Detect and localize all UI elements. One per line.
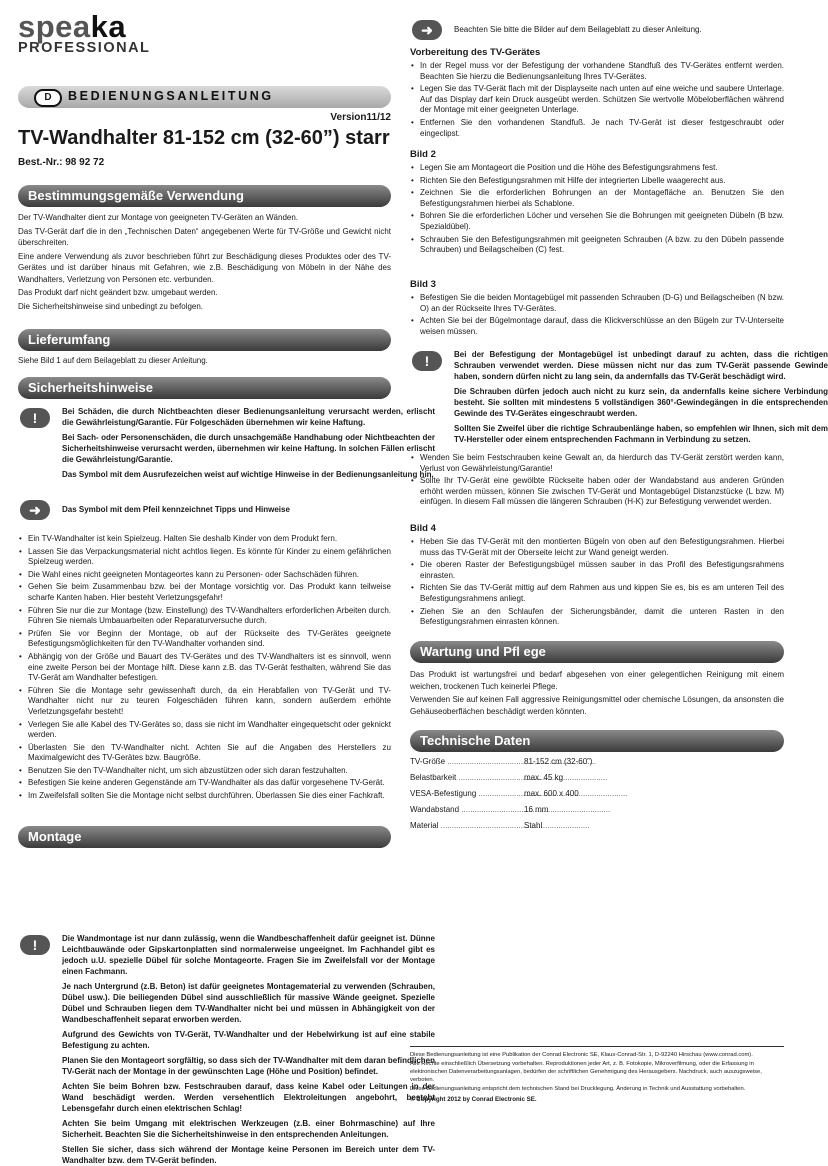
table-row [410,754,784,770]
order-number: Best.-Nr.: 98 92 72 [18,157,105,168]
arrow-right-icon: ➜ [20,500,50,520]
note-text: Achten Sie beim Umgang mit elektrischen Werkzeugen (z.B. einer Bohrmaschine) auf Ihre Sicherheit. Beachten Sie die Sicherheitshinweise in den entsprechenden Anleitungen. [62,1119,435,1139]
list-item: • Heben Sie das TV-Gerät mit den montierten Bügeln von oben auf den Befestigungsrahmen. Hierbei muss das TV-Gerät mit der Oberseite leicht zur Wand geneigt werden. [410,537,784,558]
imprint-line: Diese Bedienungsanleitung entspricht dem technischen Stand bei Drucklegung. Änderung in Technik und Ausstattung vorbehalten. [410,1086,746,1092]
list-item: • Ein TV-Wandhalter ist kein Spielzeug. Halten Sie deshalb Kinder von dem Produkt fern. [18,534,391,545]
note-text: Bei Schäden, die durch Nichtbeachten dieser Bedienungsanleitung verursacht werden, erlischt die Gewährleistung/Garantie. Für Folgeschäden übernehmen wir keine Haftung. [62,407,435,427]
subheading: Bild 2 [410,149,436,160]
list-item: • Ziehen Sie an den Schlaufen der Sicherungsbänder, damit die unteren Rasten in den Befestigungsrahmen einrasten können. [410,607,784,628]
section-heading-bestimmung: Bestimmungsgemäße Verwendung [18,185,391,207]
manual-title-bar [18,86,391,108]
tip-text: Das Symbol mit dem Pfeil kennzeichnet Tipps und Hinweise [62,505,290,514]
list-item: • Die oberen Raster der Befestigungsbügel müssen sauber in das Profil des Befestigungsrahmens einrasten. [410,560,784,581]
paragraph: Das Produkt darf nicht geändert bzw. umgebaut werden. [18,288,218,297]
list-item: • Sollte Ihr TV-Gerät eine gewölbte Rückseite haben oder der Wandabstand aus anderen Gründen erhöht werden müssen, können Sie zwischen TV-Gerät und Montagebügel Distanzstücke (L bzw. M) einfügen. In diesem Fall müssen die längeren Schrauben (H-K) zur Befestigung verwendet werden. [410,476,784,508]
list-item: • Verlegen Sie alle Kabel des TV-Gerätes so, dass sie nicht im Wandhalter eingequetscht oder geknickt werden. [18,720,391,741]
paragraph: Das Produkt ist wartungsfrei und bedarf abgesehen von einer gelegentlichen Reinigung mit einem weichen, trockenen Tuch keinerlei Pflege. [410,670,784,691]
table-row [410,818,784,834]
logo-wordmark: speaka [18,9,127,44]
note-text: Bei der Befestigung der Montagebügel ist unbedingt darauf zu achten, dass die richtigen Schrauben verwendet werden. Diese müssen nicht nur das zum TV-Gerät passende Gewinde haben, sondern dürfen nicht zu lang sein, da andernfalls das TV-Gerät beschädigt wird. [454,350,828,381]
list-item: • Legen Sie das TV-Gerät flach mit der Displayseite nach unten auf eine weiche und saubere Unterlage. Auf das Display darf kein Druck ausgeübt werden. Schützen Sie wertvolle Möbeloberflächen während der Montage mit einer geeigneten Unterlage. [410,84,784,116]
tip-text: Beachten Sie bitte die Bilder auf dem Beilageblatt zu dieser Anleitung. [454,25,702,34]
note-text: Aufgrund des Gewichts von TV-Gerät, TV-Wandhalter und der Hebelwirkung ist auf eine stabile Befestigung zu achten. [62,1030,435,1050]
table-row [410,802,784,818]
copyright: © Copyright 2012 by Conrad Electronic SE. [410,1096,537,1103]
spec-label: Wandabstand ..... [410,802,524,818]
section-heading-montage: Montage [18,826,391,848]
list-item: • Die Wahl eines nicht geeigneten Montageortes kann zu Personen- oder Sachschäden führen. [18,570,391,581]
list-item: • Entfernen Sie den vorhandenen Standfuß. Je nach TV-Gerät ist dieser festgeschraubt oder eingeclipst. [410,118,784,139]
note-text: Bei Sach- oder Personenschäden, die durch unsachgemäße Handhabung oder Nichtbeachten der Sicherheitshinweise verursacht werden, übernehmen wir keine Haftung. In solchen Fällen erlischt die Gewährleistung/Garantie. [62,433,435,464]
bild4-section [410,523,784,630]
subheading: Bild 4 [410,523,436,534]
version-label: Version11/12 [330,112,391,123]
sicherheit-list [18,534,391,804]
manual-title: BEDIENUNGSANLEITUNG [68,89,274,103]
list-item: • Abhängig von der Größe und Bauart des TV-Gerätes und des TV-Wandhalters ist es sinnvoll, wenn eine zweite Person bei der Montage hilft. Diese kann z.B. das TV-Gerät festhalten, während Sie das TV-Gerät am Wandhalter befestigen. [18,652,391,684]
sicherheit-warning-note [18,406,435,480]
list-item: • Führen Sie nur die zur Montage (bzw. Einstellung) des TV-Wandhalters erforderlichen Arbeiten durch. Führen Sie niemals Umbauarbeiten oder Reparaturversuche durch. [18,606,391,627]
note-text: Sollten Sie Zweifel über die richtige Schraubenlänge haben, so empfehlen wir Ihnen, sich mit dem TV-Hersteller oder einem entsprechenden Fachmann in Verbindung zu setzen. [454,424,828,444]
list-item: • Im Zweifelsfall sollten Sie die Montage nicht selbst durchführen. Überlassen Sie dies einer Fachkraft. [18,791,391,802]
subheading: Bild 3 [410,279,436,290]
spec-value: 16 mm [524,805,549,814]
wartung-body [410,669,784,719]
arrow-right-icon: ➜ [412,20,442,40]
list-item: • Befestigen Sie keine anderen Gegenstände am TV-Wandhalter als das dafür vorgesehene TV-Gerät. [18,778,391,789]
spec-value: Stahl [524,821,543,830]
list-item: • Bohren Sie die erforderlichen Löcher und versehen Sie die Bohrungen mit geeigneten Dübeln (B bzw. Spezialdübel). [410,211,784,232]
list-item: • Befestigen Sie die beiden Montagebügel mit passenden Schrauben (D-G) und Beilagscheiben (N bzw. O) an der Rückseite Ihres TV-Gerätes. [410,293,784,314]
list-item: • Richten Sie das TV-Gerät mittig auf dem Rahmen aus und kippen Sie es, bis es am unteren Teil des Befestigungsrahmens anliegt. [410,583,784,604]
paragraph: Der TV-Wandhalter dient zur Montage von geeigneten TV-Geräten an Wänden. [18,213,299,222]
logo [18,9,168,56]
spec-label: TV-Größe ..... [410,754,524,770]
right-column [410,0,828,830]
imprint-line: Diese Bedienungsanleitung ist eine Publikation der Conrad Electronic SE, Klaus-Conrad-Str. 1, D-92240 Hirschau (www.conrad.com). [410,1052,753,1058]
bild3-section [410,279,784,339]
table-row [410,770,784,786]
montage-warning-note [18,933,435,1166]
list-item: • Prüfen Sie vor Beginn der Montage, ob auf der Rückseite des TV-Gerätes geeignete Befestigungsmöglichkeiten für den TV-Wandhalter vorhanden sind. [18,629,391,650]
section-heading-technische-daten: Technische Daten [410,730,784,752]
bestimmung-body [18,212,391,314]
spec-label: VESA-Befestigung ..... [410,786,524,802]
note-text: Achten Sie beim Bohren bzw. Festschrauben darauf, dass keine Kabel oder Leitungen in der Wand beschädigt werden. Werden versehentlich Elektroleitungen angebohrt, besteht Lebensgefahr durch einen elektrischen Schlag! [62,1082,435,1113]
list-item: • Wenden Sie beim Festschrauben keine Gewalt an, da hierdurch das TV-Gerät zerstört werden kann, Verlust von Gewährleistung/Garantie! [410,453,784,474]
paragraph: Das TV-Gerät darf die in den „Technischen Daten“ angegebenen Werte für TV-Größe und Gewicht nicht überschreiten. [18,226,391,247]
exclamation-icon: ! [20,408,50,428]
note-text: Das Symbol mit dem Ausrufezeichen weist auf wichtige Hinweise in der Bedienungsanleitung hin. [62,470,434,479]
note-text: Stellen Sie sicher, dass sich während der Montage keine Personen im Bereich unter dem TV-Wandhalter bzw. dem TV-Gerät befinden. [62,1145,435,1165]
spec-label: Belastbarkeit ..... [410,770,524,786]
paragraph: Verwenden Sie auf keinen Fall aggressive Reinigungsmittel oder chemische Lösungen, da ansonsten die Gehäuseoberflächen beschädigt werden könnten. [410,695,784,716]
list-item: • Zeichnen Sie die erforderlichen Bohrungen an der Montagefläche an. Benutzen Sie den Befestigungsrahmen hierbei als Schablone. [410,188,784,209]
subheading: Vorbereitung des TV-Gerätes [410,47,541,58]
exclamation-icon: ! [20,935,50,955]
list-item: • In der Regel muss vor der Befestigung der vorhandene Standfuß des TV-Gerätes entfernt werden. Beachten Sie hierzu die Bedienungsanleitung Ihres TV-Gerätes. [410,61,784,82]
paragraph: Siehe Bild 1 auf dem Beilageblatt zu dieser Anleitung. [18,356,208,365]
list-item: • Überlasten Sie den TV-Wandhalter nicht. Achten Sie auf die Angaben des Herstellers zu Maximalgewicht des TV-Gerätes bzw. Baugröße. [18,743,391,764]
exclamation-icon: ! [412,351,442,371]
list-item: • Lassen Sie das Verpackungsmaterial nicht achtlos liegen. Es könnte für Kinder zu einem gefährlichen Spielzeug werden. [18,547,391,568]
list-item: • Richten Sie den Befestigungsrahmen mit Hilfe der integrierten Libelle waagerecht aus. [410,176,784,187]
section-heading-lieferumfang: Lieferumfang [18,329,391,351]
spec-value: max. 600 x 400 [524,789,579,798]
bild3-warning-note [410,349,828,445]
note-text: Planen Sie den Montageort sorgfältig, so dass sich der TV-Wandhalter mit dem daran befindlichen TV-Gerät nach der Montage in der gewünschten Lage (Höhe und Position) befindet. [62,1056,435,1076]
imprint-line: Alle Rechte einschließlich Übersetzung vorbehalten. Reproduktionen jeder Art, z. B. Fotokopie, Mikroverfilmung, oder die Erfassung in elektronischen Datenverarbeitungsanlagen, bedürfen der schriftlichen Genehmigung des Herausgebers. Nachdruck, auch auszugsweise, verboten. [410,1061,762,1083]
technical-data-table [410,754,784,834]
section-heading-wartung: Wartung und Pfl ege [410,641,784,663]
table-row [410,786,784,802]
lieferumfang-body [18,355,391,369]
page-title: TV-Wandhalter 81-152 cm (32-60”) starr [18,127,390,149]
spec-value: 81-152 cm (32-60”) [524,757,593,766]
paragraph: Eine andere Verwendung als zuvor beschrieben führt zur Beschädigung dieses Produktes oder des TV-Gerätes und ist darüber hinaus mit Gefahren, wie z.B. Beschädigung von Möbeln in der Nähe des Wandhalters, Verletzung von Personen etc. verbunden. [18,251,391,284]
bilder-tip-note [410,20,784,40]
list-item: • Benutzen Sie den TV-Wandhalter nicht, um sich abzustützen oder sich daran festzuhalten. [18,766,391,777]
note-text: Die Wandmontage ist nur dann zulässig, wenn die Wandbeschaffenheit dafür geeignet ist. Dünne Leichtbauwände oder Gipskartonplatten sind normalerweise ungeeignet. Im Fachhandel gibt es jedoch u.U. spezielle Dübel für solche Montageorte. Fragen Sie im Zweifelsfall vor der Montage einen Fachmann. [62,934,435,976]
vorbereitung-section [410,47,784,141]
list-item: • Achten Sie bei der Bügelmontage darauf, dass die Klickverschlüsse an den Bügeln zur TV-Unterseite weisen müssen. [410,316,784,337]
list-item: • Führen Sie die Montage sehr gewissenhaft durch, da ein Herabfallen von TV-Gerät und TV-Wandhalter nicht nur zu teuren Folgeschäden führen kann, sondern außerdem erhöhte Verletzungsgefahr besteht! [18,686,391,718]
sicherheit-tip-note [18,500,391,520]
spec-value: max. 45 kg [524,773,564,782]
note-text: Je nach Untergrund (z.B. Beton) ist dafür geeignetes Montagematerial zu verwenden (Schrauben, Dübel usw.). Die beiliegenden Dübel sind ausschließlich für massive Wände geeignet. Spezielle Dübel und Schrauben liegen dem TV-Wandhalter nicht bei und müssen in Abhängigkeit von der Wandbeschaffenheit separat erworben werden. [62,982,435,1024]
country-badge: D [34,89,62,107]
list-item: • Schrauben Sie den Befestigungsrahmen mit geeigneten Schrauben (A bzw. zu den Dübeln passende Schrauben) und Beilagscheiben (C) fest. [410,235,784,256]
bild2-section [410,149,784,258]
list-item: • Gehen Sie beim Zusammenbau bzw. bei der Montage vorsichtig vor. Das Produkt kann teilweise scharfe Kanten haben. Hier besteht Verletzungsgefahr! [18,582,391,603]
bild3-list-2 [410,453,784,510]
section-heading-sicherheit: Sicherheitshinweise [18,377,391,399]
spec-label: Material ..... [410,818,524,834]
imprint-footer [410,1046,784,1105]
logo-subline: PROFESSIONAL [18,40,151,56]
list-item: • Legen Sie am Montageort die Position und die Höhe des Befestigungsrahmens fest. [410,163,784,174]
paragraph: Die Sicherheitshinweise sind unbedingt zu befolgen. [18,301,204,311]
note-text: Die Schrauben dürfen jedoch auch nicht zu kurz sein, da andernfalls keine sichere Verbindung besteht. Sie sollten mit mindestens 5 vollständigen 360°-Gewindegängen in die entsprechenden Gewinde des TV-Gerätes eingeschraubt werden. [454,387,828,418]
